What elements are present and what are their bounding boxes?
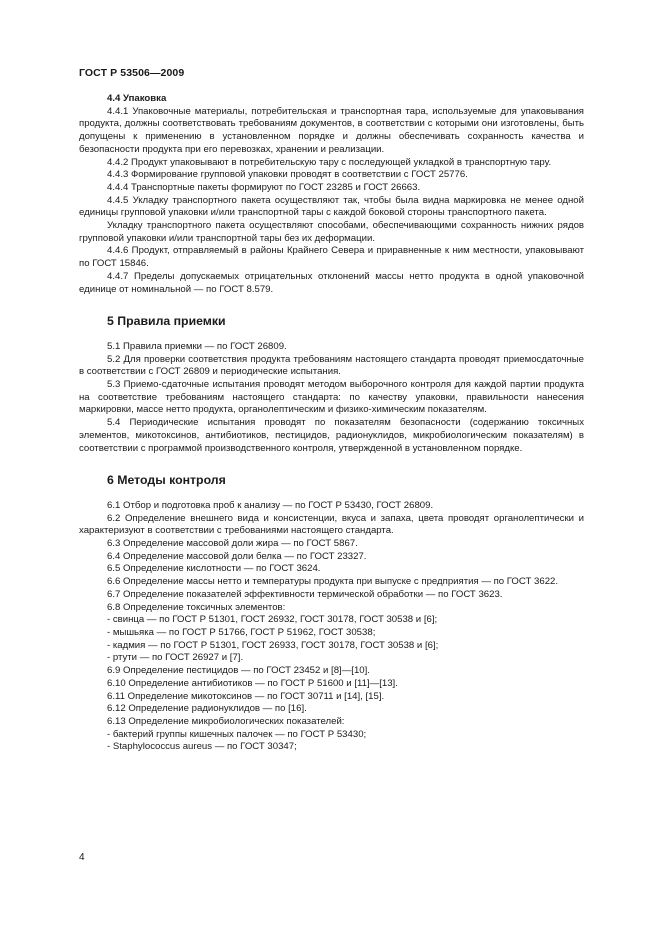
paragraph: Укладку транспортного пакета осуществляют способами, обеспечивающими сохранность нижних рядов групповой упаковки и/или транспортной тары без их деформации. <box>79 220 584 244</box>
paragraph: 4.4.3 Формирование групповой упаковки проводят в соответствии с ГОСТ 25776. <box>107 169 468 181</box>
spacer <box>79 296 584 309</box>
paragraph: 5.4 Периодические испытания проводят по показателям безопасности (содержанию токсичных элементов, микотоксинов, антибиотиков, пестицидов, радионуклидов, микробиологическим показателям) в соответствии с программой производственного контроля, утвержденной в установленном порядке. <box>79 417 584 454</box>
paragraph: 6.10 Определение антибиотиков — по ГОСТ Р 51600 и [11]—[13]. <box>107 677 398 689</box>
list-item: - бактерий группы кишечных палочек — по ГОСТ Р 53430; <box>107 728 367 740</box>
list-item: - мышьяка — по ГОСТ Р 51766, ГОСТ Р 51962, ГОСТ 30538; <box>107 626 376 638</box>
section-heading: 6 Методы контроля <box>107 472 226 487</box>
list-item: - ртути — по ГОСТ 26927 и [7]. <box>107 652 244 664</box>
paragraph: 6.12 Определение радионуклидов — по [16]. <box>107 703 307 715</box>
list-item: - свинца — по ГОСТ Р 51301, ГОСТ 26932, ГОСТ 30178, ГОСТ 30538 и [6]; <box>107 614 438 626</box>
subsection-heading: 4.4 Упаковка <box>107 93 167 104</box>
list-item: - кадмия — по ГОСТ Р 51301, ГОСТ 26933, ГОСТ 30178, ГОСТ 30538 и [6]; <box>107 639 439 651</box>
paragraph: 6.6 Определение массы нетто и температуры продукта при выпуске с предприятия — по ГОСТ 3622. <box>107 576 559 588</box>
section-heading: 5 Правила приемки <box>107 313 226 328</box>
spacer <box>79 492 584 500</box>
spacer <box>79 333 584 341</box>
spacer <box>79 455 584 468</box>
paragraph: 4.4.4 Транспортные пакеты формируют по ГОСТ 23285 и ГОСТ 26663. <box>107 181 421 193</box>
document-header: ГОСТ Р 53506—2009 <box>79 67 185 79</box>
paragraph: 6.8 Определение токсичных элементов: <box>107 601 286 613</box>
paragraph: 6.7 Определение показателей эффективности термической обработки — по ГОСТ 3623. <box>107 588 503 600</box>
list-item: - Staphylococcus aureus — по ГОСТ 30347; <box>107 741 297 753</box>
paragraph: 6.3 Определение массовой доли жира — по ГОСТ 5867. <box>107 538 358 550</box>
paragraph: 6.9 Определение пестицидов — по ГОСТ 23452 и [8]—[10]. <box>107 665 370 677</box>
paragraph: 5.2 Для проверки соответствия продукта требованиям настоящего стандарта проводят приемосдаточные в соответствии с ГОСТ 26809 и периодические испытания. <box>79 353 584 378</box>
paragraph: 5.1 Правила приемки — по ГОСТ 26809. <box>107 340 287 352</box>
paragraph: 4.4.6 Продукт, отправляемый в районы Крайнего Севера и приравненные к ним местности, упаковывают по ГОСТ 15846. <box>79 245 584 270</box>
paragraph: 6.1 Отбор и подготовка проб к анализу — по ГОСТ Р 53430, ГОСТ 26809. <box>107 499 434 511</box>
paragraph: 6.13 Определение микробиологических показателей: <box>107 715 345 727</box>
page-number: 4 <box>79 852 85 863</box>
document-body <box>79 93 584 754</box>
paragraph: 6.2 Определение внешнего вида и консистенции, вкуса и запаха, цвета проводят органолептически и характеризуют в соответствии с требованиями настоящего стандарта. <box>79 512 584 537</box>
paragraph: 4.4.2 Продукт упаковывают в потребительскую тару с последующей укладкой в транспортную тару. <box>107 156 552 168</box>
paragraph: 4.4.5 Укладку транспортного пакета осуществляют так, чтобы была видна маркировка не менее одной единицы групповой упаковки и/или транспортной тары с каждой боковой стороны транспортного пакета. <box>79 194 584 219</box>
paragraph: 6.5 Определение кислотности — по ГОСТ 3624. <box>107 563 321 575</box>
paragraph: 5.3 Приемо-сдаточные испытания проводят методом выборочного контроля для каждой партии продукта на соответствие требованиям настоящего стандарта: по качеству упаковки, правильности нанесения маркировки, массе нетто продукта, органолептическим и физико-химическим показателям. <box>79 379 584 416</box>
paragraph: 6.11 Определение микотоксинов — по ГОСТ 30711 и [14], [15]. <box>107 690 385 702</box>
paragraph: 4.4.1 Упаковочные материалы, потребительская и транспортная тара, используемые для упаковывания продукта, должны соответствовать требованиям документов, в соответствии с которыми они изготовлены, быть допущены к применению в установленном порядке и должны обеспечивать сохранность качества и безопасности продукта при его перевозках, хранении и реализации. <box>79 105 584 155</box>
paragraph: 6.4 Определение массовой доли белка — по ГОСТ 23327. <box>107 550 367 562</box>
paragraph: 4.4.7 Пределы допускаемых отрицательных отклонений массы нетто продукта в одной упаковочной единице от номинальной — по ГОСТ 8.579. <box>79 270 584 295</box>
